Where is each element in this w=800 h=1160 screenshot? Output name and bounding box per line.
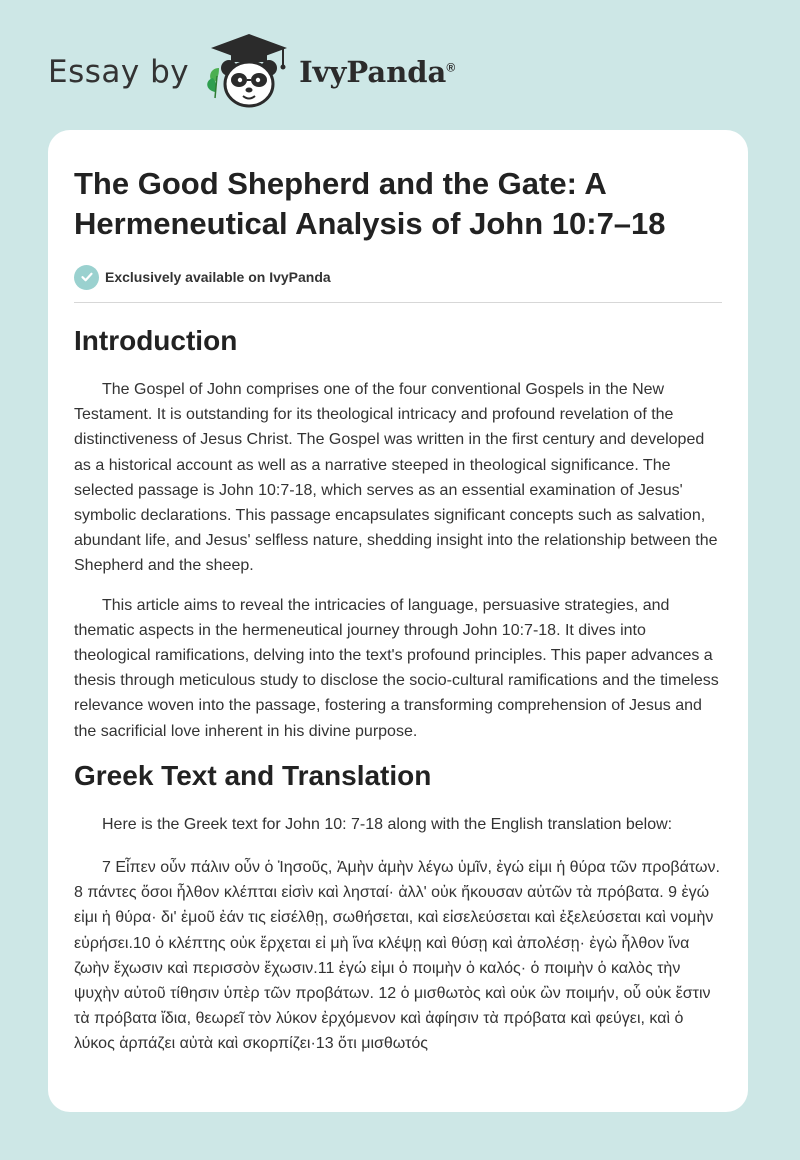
section-heading-greek-text: Greek Text and Translation xyxy=(74,759,432,791)
greek-text-paragraph: 7 Εἶπεν οὖν πάλιν οὖν ὁ Ἰησοῦς, Ἀμὴν ἀμὴν λέγω ὑμῖν, ἐγώ εἰμι ἡ θύρα τῶν προβάτων. 8 πάντες ὅσοι ἦλθον κλέπται εἰσὶν καὶ λησταί· ἀλλ' οὐκ ἤκουσαν αὐτῶν τὰ πρόβατα. 9 ἐγώ εἰμι ἡ θύρα· δι' ἐμοῦ ἐάν τις εἰσέλθῃ, σωθήσεται, καὶ εἰσελεύσεται καὶ ἐξελεύσεται καὶ νομὴν εὑρήσει.10 ὁ κλέπτης οὐκ ἔρχεται εἰ μὴ ἵνα κλέψῃ καὶ θύσῃ καὶ ἀπολέσῃ· ἐγὼ ἦλθον ἵνα ζωὴν ἔχωσιν καὶ περισσὸν ἔχωσιν.11 ἐγώ εἰμι ὁ ποιμὴν ὁ καλός· ὁ ποιμὴν ὁ καλὸς τὴν ψυχὴν αὐτοῦ τίθησιν ὑπὲρ τῶν προβάτων. 12 ὁ μισθωτὸς καὶ οὐκ ὢν ποιμήν, οὗ οὐκ ἔστιν τὰ πρόβατα ἴδια, θεωρεῖ τὸν λύκον ἐρχόμενον καὶ ἀφίησιν τὰ πρόβατα καὶ φεύγει, καὶ ὁ λύκος ἁρπάζει αὐτὰ καὶ σκορπίζει·13 ὅτι μισθωτός xyxy=(74,859,720,1053)
greek-intro-paragraph: Here is the Greek text for John 10: 7-18 along with the English translation below: xyxy=(102,815,673,833)
brand-header[interactable] xyxy=(48,32,455,112)
page-title: The Good Shepherd and the Gate: A Hermeneutical Analysis of John 10:7–18 xyxy=(74,166,666,241)
panda-graduate-icon xyxy=(203,32,295,112)
essay-content xyxy=(74,164,722,1057)
intro-paragraph-2: This article aims to reveal the intricacies of language, persuasive strategies, and thematic aspects in the hermeneutical journey through John 10:7-18. It dives into theological ramifications, delving into the text's profound principles. This paper advances a thesis through meticulous study to disclose the socio-cultural ramifications and the timeless relevance woven into the passage, fostering a transforming comprehension of Jesus and the sacrificial love inherent in his divine purpose. xyxy=(74,596,719,740)
section-heading-introduction: Introduction xyxy=(74,325,238,356)
brand-name: IvyPanda® xyxy=(299,55,456,89)
exclusive-badge xyxy=(74,264,722,290)
divider xyxy=(74,302,722,303)
intro-paragraph-1: The Gospel of John comprises one of the four conventional Gospels in the New Testament. It is outstanding for its theological intricacy and profound revelation of the distinctiveness of Jesus Christ. The Gospel was written in the first century and developed as a historical account as well as a narrative steeped in theological significance. The selected passage is John 10:7-18, which serves as an essential examination of Jesus' symbolic declarations. This passage encapsulates significant concepts such as salvation, abundant life, and Jesus' selfless nature, shedding insight into the relationship between the Shepherd and the sheep. xyxy=(74,381,718,575)
essay-card xyxy=(48,130,748,1112)
badge-text: Exclusively available on IvyPanda xyxy=(105,269,331,285)
brand-prefix: Essay by xyxy=(48,54,190,90)
registered-mark: ® xyxy=(446,60,456,75)
check-circle-icon xyxy=(74,265,99,290)
